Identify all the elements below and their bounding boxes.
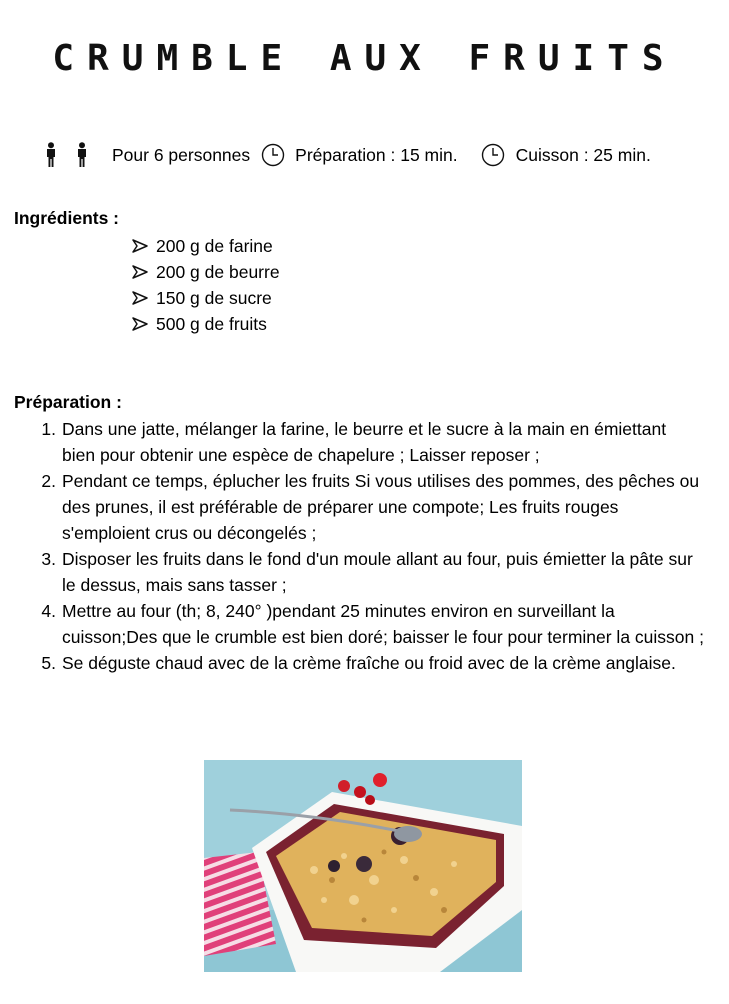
ingredients-heading: Ingrédients : — [14, 208, 120, 228]
servings-text: Pour 6 personnes — [112, 144, 251, 165]
crumble-photo — [204, 760, 522, 972]
preparation-time: Préparation : 15 min. — [295, 144, 458, 165]
list-item — [132, 233, 280, 259]
list-item — [132, 259, 280, 285]
ingredient-text: 200 g de farine — [156, 236, 273, 256]
list-item — [30, 416, 710, 468]
recipe-meta — [44, 140, 724, 170]
step-number: 3. — [41, 549, 56, 569]
ingredient-text: 200 g de beurre — [156, 262, 280, 282]
preparation-steps — [30, 416, 710, 676]
recipe-title: CRUMBLE AUX FRUITS — [52, 38, 677, 79]
step-number: 5. — [41, 653, 56, 673]
list-item — [30, 546, 710, 598]
step-text: Pendant ce temps, éplucher les fruits Si vous utilises des pommes, des pêches ou des prunes, il est préférable de préparer une compote; Les fruits rouges s'emploient crus ou décongelés ; — [62, 471, 700, 543]
step-text: Dans une jatte, mélanger la farine, le beurre et le sucre à la main en émiettant bien pour obtenir une espèce de chapelure ; Laisser reposer ; — [62, 419, 667, 465]
step-text: Se déguste chaud avec de la crème fraîche ou froid avec de la crème anglaise. — [62, 653, 676, 673]
list-item — [30, 468, 710, 546]
ingredient-text: 500 g de fruits — [156, 314, 267, 334]
list-item — [132, 311, 280, 337]
list-item — [30, 650, 710, 676]
clock-icon — [481, 143, 505, 167]
cooking-time: Cuisson : 25 min. — [515, 144, 651, 165]
list-item — [30, 598, 710, 650]
list-item — [132, 285, 280, 311]
arrow-bullet-icon — [132, 239, 148, 253]
arrow-bullet-icon — [132, 265, 148, 279]
step-number: 1. — [41, 419, 56, 439]
step-text: Mettre au four (th; 8, 240° )pendant 25 minutes environ en surveillant la cuisson;Des que le crumble est bien doré; baisser le four pour terminer la cuisson ; — [62, 601, 704, 647]
person-icon — [75, 142, 89, 168]
person-icon — [44, 142, 58, 168]
step-number: 2. — [41, 471, 56, 491]
preparation-heading: Préparation : — [14, 392, 122, 412]
ingredients-list — [132, 233, 280, 337]
ingredient-text: 150 g de sucre — [156, 288, 272, 308]
step-text: Disposer les fruits dans le fond d'un moule allant au four, puis émietter la pâte sur le dessus, mais sans tasser ; — [62, 549, 693, 595]
clock-icon — [261, 143, 285, 167]
step-number: 4. — [41, 601, 56, 621]
arrow-bullet-icon — [132, 317, 148, 331]
arrow-bullet-icon — [132, 291, 148, 305]
